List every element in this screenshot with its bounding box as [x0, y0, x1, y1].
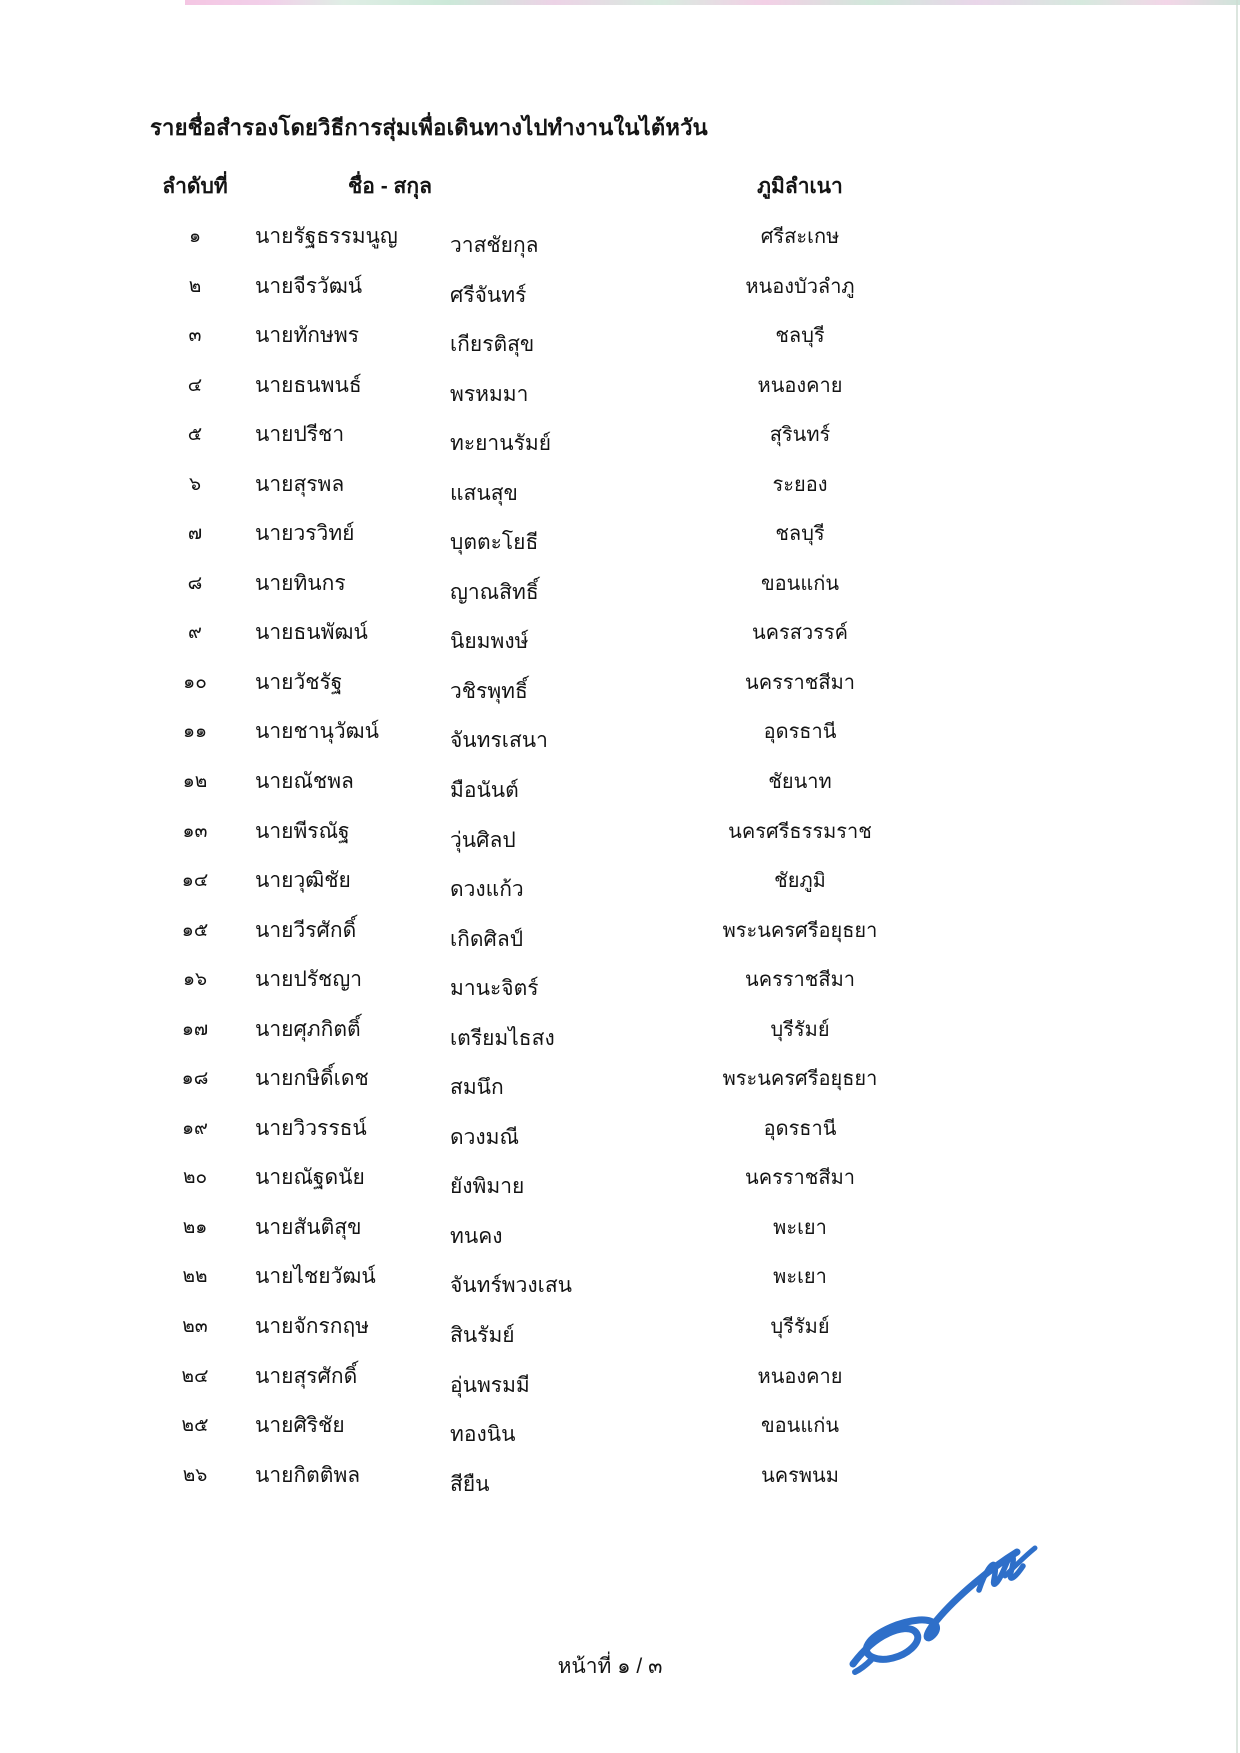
- row-hometown: พะเยา: [773, 1266, 827, 1289]
- row-last-name: ญาณสิทธิ์: [450, 580, 539, 604]
- table-row: [160, 323, 960, 373]
- row-index: ๒๑: [182, 1216, 208, 1238]
- row-first-name: นายปรีชา: [255, 423, 345, 447]
- row-index: ๖: [188, 473, 202, 495]
- row-index: ๒๕: [181, 1415, 209, 1437]
- row-last-name: ทองนิน: [450, 1423, 516, 1447]
- row-hometown: พะเยา: [773, 1216, 827, 1239]
- row-first-name: นายศิริชัย: [255, 1414, 345, 1438]
- row-first-name: นายจีรวัฒน์: [255, 274, 363, 298]
- row-hometown: ชัยนาท: [768, 771, 832, 794]
- page-number: หน้าที่ ๑ / ๓: [557, 1655, 663, 1678]
- row-first-name: นายพีรณัฐ: [255, 819, 350, 843]
- row-first-name: นายกิตติพล: [255, 1463, 361, 1487]
- column-header-hometown: ภูมิลำเนา: [757, 175, 843, 198]
- table-row: [160, 1017, 960, 1067]
- table-row: [160, 1364, 960, 1414]
- table-row: [160, 967, 960, 1017]
- row-index: ๑๒: [182, 771, 208, 793]
- row-first-name: นายวิวรรธน์: [255, 1116, 367, 1140]
- row-last-name: วชิรพุทธิ์: [450, 679, 528, 703]
- row-last-name: เกิดศิลป์: [450, 927, 524, 951]
- page-title: รายชื่อสำรองโดยวิธีการสุ่มเพื่อเดินทางไปทำงานในไต้หวัน: [150, 115, 708, 140]
- row-hometown: นครพนม: [761, 1464, 839, 1487]
- table-row: [160, 868, 960, 918]
- table-row: [160, 670, 960, 720]
- table-row: [160, 1116, 960, 1166]
- row-index: ๓: [188, 325, 202, 347]
- scan-artifact-right-edge: [1236, 0, 1238, 1753]
- row-hometown: ระยอง: [772, 473, 828, 496]
- row-first-name: นายรัฐธรรมนูญ: [255, 225, 398, 248]
- row-first-name: นายสุรศักดิ์: [255, 1364, 358, 1388]
- row-first-name: นายณัฐดนัย: [255, 1166, 365, 1190]
- table-row: [160, 422, 960, 472]
- signature-ink: [853, 1548, 1035, 1672]
- row-hometown: บุรีรัมย์: [770, 1316, 830, 1339]
- row-first-name: นายวรวิทย์: [255, 522, 355, 546]
- row-last-name: ดวงมณี: [450, 1125, 520, 1149]
- row-last-name: วุ่นศิลป: [450, 828, 516, 852]
- table-row: [160, 819, 960, 869]
- row-last-name: บุตตะโยธี: [450, 531, 539, 555]
- row-index: ๒๐: [182, 1167, 208, 1189]
- row-last-name: สินรัมย์: [450, 1324, 515, 1348]
- row-hometown: นครราชสีมา: [745, 969, 855, 992]
- table-row: [160, 620, 960, 670]
- table-body: [160, 224, 960, 1512]
- column-header-name: ชื่อ - สกุล: [348, 175, 432, 198]
- row-first-name: นายทักษพร: [255, 324, 359, 348]
- table-row: [160, 719, 960, 769]
- scan-artifact-top-strip: [185, 0, 1240, 5]
- row-hometown: บุรีรัมย์: [770, 1018, 830, 1041]
- table-row: [160, 1463, 960, 1513]
- row-last-name: เตรียมไธสง: [450, 1026, 555, 1050]
- row-last-name: จันทรเสนา: [450, 729, 548, 753]
- row-first-name: นายณัชพล: [255, 770, 354, 794]
- row-last-name: จันทร์พวงเสน: [450, 1274, 573, 1298]
- row-hometown: นครสวรรค์: [751, 622, 849, 645]
- row-index: ๑๔: [181, 870, 209, 892]
- row-hometown: อุดรธานี: [763, 1117, 837, 1140]
- row-index: ๔: [187, 374, 203, 396]
- row-last-name: แสนสุข: [450, 481, 518, 505]
- row-first-name: นายทินกร: [255, 571, 346, 595]
- row-last-name: ดวงแก้ว: [450, 878, 524, 902]
- row-hometown: สุรินทร์: [769, 424, 831, 447]
- row-last-name: นิยมพงษ์: [450, 630, 529, 654]
- table-row: [160, 918, 960, 968]
- row-index: ๕: [187, 424, 203, 446]
- row-index: ๒๔: [181, 1365, 209, 1387]
- row-index: ๒: [188, 275, 202, 297]
- row-hometown: หนองคาย: [757, 374, 843, 397]
- row-index: ๑๓: [182, 820, 208, 842]
- row-hometown: ขอนแก่น: [760, 572, 840, 595]
- row-hometown: ศรีสะเกษ: [760, 226, 840, 248]
- row-first-name: นายสันติสุข: [255, 1215, 362, 1239]
- row-hometown: อุดรธานี: [763, 721, 837, 744]
- table-row: [160, 1215, 960, 1265]
- row-index: ๒๖: [182, 1464, 208, 1486]
- row-last-name: ทะยานรัมย์: [450, 432, 552, 456]
- row-last-name: วาสชัยกุล: [450, 234, 539, 257]
- table-row: [160, 1066, 960, 1116]
- handwritten-signature: [845, 1538, 1045, 1683]
- row-hometown: ชัยภูมิ: [774, 870, 826, 893]
- row-index: ๑๘: [181, 1068, 209, 1090]
- row-hometown: หนองคาย: [757, 1365, 843, 1388]
- row-index: ๙: [188, 622, 202, 644]
- row-first-name: นายกษิดิ์เดช: [255, 1067, 369, 1091]
- table-row: [160, 769, 960, 819]
- row-hometown: นครราชสีมา: [745, 1167, 855, 1190]
- row-last-name: พรหมมา: [450, 382, 529, 406]
- row-index: ๒๒: [182, 1266, 208, 1288]
- table-row: [160, 472, 960, 522]
- row-index: ๑๙: [182, 1117, 208, 1139]
- table-row: [160, 224, 960, 274]
- row-last-name: ทนคง: [450, 1224, 503, 1248]
- row-index: ๑๑: [182, 721, 208, 743]
- row-hometown: พระนครศรีอยุธยา: [722, 919, 878, 942]
- row-last-name: มานะจิตร์: [450, 977, 539, 1001]
- row-index: ๗: [187, 523, 203, 545]
- row-first-name: นายจักรกฤษ: [255, 1315, 370, 1339]
- row-hometown: ชลบุรี: [775, 325, 825, 348]
- row-hometown: ขอนแก่น: [760, 1415, 840, 1438]
- row-first-name: นายศุภกิตติ์: [255, 1017, 361, 1041]
- row-first-name: นายวีรศักดิ์: [255, 918, 357, 942]
- table-row: [160, 521, 960, 571]
- row-index: ๒๓: [182, 1316, 208, 1338]
- row-index: ๘: [187, 572, 203, 594]
- row-last-name: สียืน: [450, 1472, 490, 1496]
- row-index: ๑๖: [182, 969, 208, 991]
- row-hometown: พระนครศรีอยุธยา: [722, 1068, 878, 1091]
- row-last-name: อุ่นพรมมี: [450, 1373, 530, 1397]
- row-first-name: นายวัชรัฐ: [255, 670, 343, 694]
- row-first-name: นายชานุวัฒน์: [255, 720, 379, 744]
- row-hometown: ชลบุรี: [775, 523, 825, 546]
- table-row: [160, 1413, 960, 1463]
- row-first-name: นายไชยวัฒน์: [255, 1265, 376, 1289]
- row-index: ๑๗: [181, 1018, 209, 1040]
- row-first-name: นายสุรพล: [255, 472, 345, 496]
- row-index: ๑๐: [183, 671, 207, 693]
- table-row: [160, 1264, 960, 1314]
- row-hometown: นครราชสีมา: [745, 671, 855, 694]
- row-last-name: สมนึก: [450, 1076, 504, 1100]
- row-index: ๑๕: [181, 919, 209, 941]
- row-hometown: หนองบัวลำภู: [745, 275, 855, 298]
- row-first-name: นายธนพัฒน์: [255, 621, 368, 645]
- row-last-name: ยังพิมาย: [450, 1175, 525, 1199]
- table-row: [160, 274, 960, 324]
- row-last-name: มือนันต์: [450, 779, 519, 803]
- column-header-index: ลำดับที่: [162, 175, 228, 198]
- table-row: [160, 571, 960, 621]
- table-row: [160, 373, 960, 423]
- row-index: ๑: [188, 226, 202, 247]
- row-last-name: ศรีจันทร์: [450, 283, 527, 307]
- row-hometown: นครศรีธรรมราช: [728, 820, 872, 843]
- row-first-name: นายธนพนธ์: [255, 373, 362, 397]
- table-row: [160, 1165, 960, 1215]
- row-last-name: เกียรติสุข: [450, 333, 535, 357]
- row-first-name: นายวุฒิชัย: [255, 869, 351, 893]
- row-first-name: นายปรัชญา: [255, 968, 362, 992]
- table-row: [160, 1314, 960, 1364]
